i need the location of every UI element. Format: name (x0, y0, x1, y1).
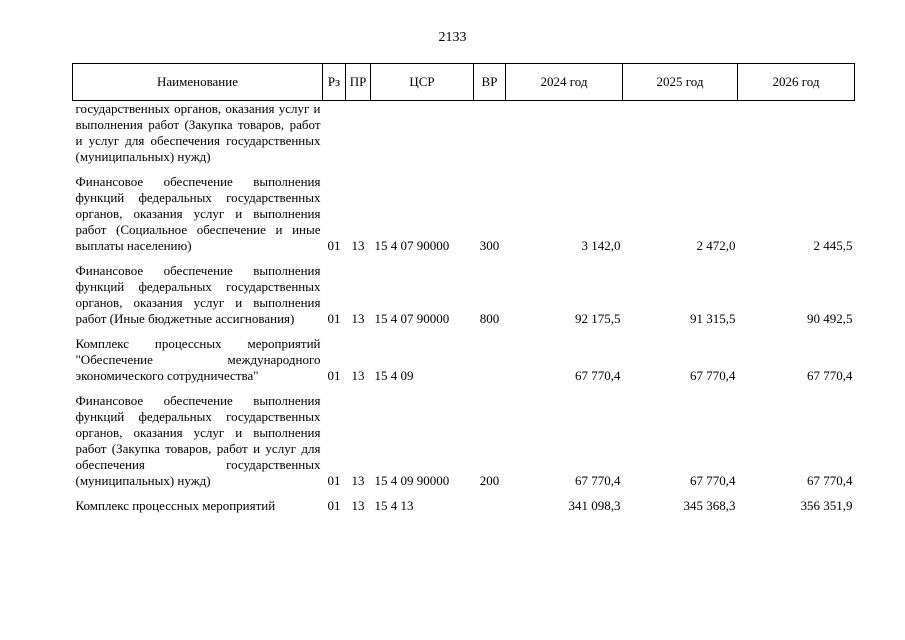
row-pr: 13 (351, 238, 365, 253)
row-spacer (73, 165, 855, 174)
row-pr (346, 101, 371, 166)
row-rz: 01 (327, 238, 341, 253)
row-rz: 01 (327, 498, 341, 513)
row-vr (474, 101, 506, 166)
row-pr: 13 (351, 498, 365, 513)
page-number: 2133 (438, 30, 467, 45)
row-name: Комплекс процессных мероприятий "Обеспечение международного экономического сотрудничества" (75, 336, 321, 383)
row-2025: 345 368,3 (683, 498, 736, 513)
row-vr: 200 (479, 473, 500, 488)
row-vr: 300 (479, 238, 500, 253)
row-vr (474, 498, 506, 514)
row-vr: 800 (479, 311, 500, 326)
header-2026: 2026 год (738, 64, 855, 101)
row-rz: 01 (327, 473, 341, 488)
row-rz (323, 101, 346, 166)
row-2026: 90 492,5 (807, 311, 853, 326)
row-2026: 356 351,9 (800, 498, 853, 513)
row-2025: 67 770,4 (690, 473, 736, 488)
row-2024: 92 175,5 (575, 311, 621, 326)
table-row (73, 336, 855, 384)
header-vr: ВР (474, 64, 506, 101)
budget-table (72, 63, 855, 514)
row-rz: 01 (327, 311, 341, 326)
table-row (73, 263, 855, 327)
row-2024: 67 770,4 (575, 473, 621, 488)
row-name: государственных органов, оказания услуг и выполнения работ (Закупка товаров, работ и услуг для обеспечения государственных (муниципальных) нужд) (75, 101, 321, 164)
row-spacer (73, 254, 855, 263)
row-2025: 2 472,0 (696, 238, 736, 253)
row-name: Финансовое обеспечение выполнения функций федеральных государственных органов, оказания услуг и выполнения работ (Социальное обеспечение и иные выплаты населению) (75, 174, 321, 253)
row-2026: 67 770,4 (807, 473, 853, 488)
row-2024: 67 770,4 (575, 368, 621, 383)
row-2024: 3 142,0 (581, 238, 621, 253)
row-pr: 13 (351, 368, 365, 383)
row-spacer (73, 489, 855, 498)
table-row (73, 174, 855, 254)
header-2025: 2025 год (623, 64, 738, 101)
row-name: Финансовое обеспечение выполнения функций федеральных государственных органов, оказания услуг и выполнения работ (Иные бюджетные ассигнования) (75, 263, 321, 326)
table-row (73, 101, 855, 166)
row-2026: 2 445,5 (813, 238, 853, 253)
row-2024: 341 098,3 (568, 498, 621, 513)
row-csr: 15 4 09 90000 (374, 473, 450, 488)
header-name: Наименование (73, 64, 323, 101)
row-2025: 67 770,4 (690, 368, 736, 383)
row-2026: 67 770,4 (807, 368, 853, 383)
row-spacer (73, 327, 855, 336)
header-rz: Рз (323, 64, 346, 101)
table-row (73, 498, 855, 514)
row-csr: 15 4 13 (374, 498, 414, 513)
row-pr: 13 (351, 473, 365, 488)
row-2025: 91 315,5 (690, 311, 736, 326)
header-csr: ЦСР (371, 64, 474, 101)
header-pr: ПР (346, 64, 371, 101)
row-2024 (506, 101, 623, 166)
row-spacer (73, 384, 855, 393)
row-rz: 01 (327, 368, 341, 383)
table-row (73, 393, 855, 489)
row-2026 (738, 101, 855, 166)
row-csr: 15 4 07 90000 (374, 311, 450, 326)
table-header-row (73, 64, 855, 101)
row-csr (371, 101, 474, 166)
row-name: Финансовое обеспечение выполнения функций федеральных государственных органов, оказания услуг и выполнения работ (Закупка товаров, работ и услуг для обеспечения государственных (муниципальных) нужд) (75, 393, 321, 488)
row-pr: 13 (351, 311, 365, 326)
row-name: Комплекс процессных мероприятий (75, 498, 276, 513)
row-vr (474, 336, 506, 384)
row-csr: 15 4 09 (374, 368, 414, 383)
header-2024: 2024 год (506, 64, 623, 101)
row-csr: 15 4 07 90000 (374, 238, 450, 253)
row-2025 (623, 101, 738, 166)
